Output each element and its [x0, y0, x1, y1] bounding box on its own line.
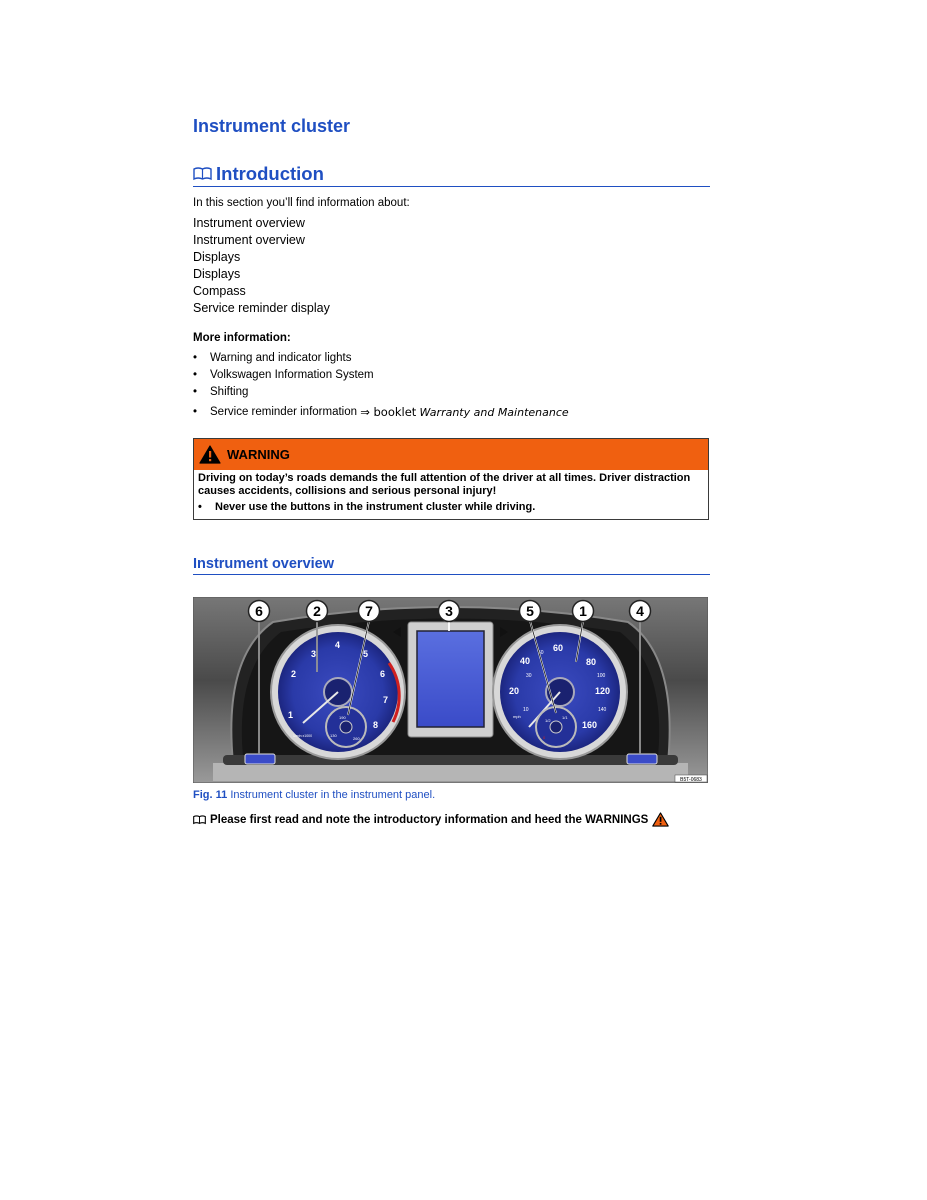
tachometer — [271, 625, 405, 759]
speedo-label-20: 20 — [509, 686, 520, 696]
warning-triangle-icon — [199, 445, 221, 464]
list-item[interactable] — [193, 404, 569, 421]
tacho-label-6: 6 — [380, 669, 386, 679]
warning-title: WARNING — [227, 447, 290, 462]
list-item-text: Volkswagen Information System — [210, 369, 374, 381]
callout-3: 3 — [445, 603, 453, 619]
list-item[interactable] — [193, 350, 569, 367]
section-title-introduction — [193, 163, 324, 185]
subsection-title: Instrument overview — [193, 556, 335, 572]
warning-triangle-icon[interactable] — [652, 812, 669, 827]
bullet-dot: • — [193, 369, 198, 381]
speedo-inner-10: 10 — [523, 707, 529, 713]
list-item-text: Shifting — [210, 386, 249, 398]
book-icon — [193, 815, 206, 825]
tacho-label-2: 2 — [291, 669, 297, 679]
speedo-label-80: 80 — [586, 657, 597, 667]
toc-item[interactable]: Instrument overview — [193, 233, 305, 247]
figure-caption-text: Instrument cluster in the instrument panel. — [230, 789, 436, 801]
tacho-label-7: 7 — [383, 695, 389, 705]
callout-2: 2 — [313, 603, 321, 619]
speedo-label-160: 160 — [582, 720, 598, 730]
speedo-units: mph — [513, 714, 521, 719]
bullet-dot: • — [193, 386, 198, 398]
figure-caption-label: Fig. 11 — [193, 789, 228, 801]
toc-item[interactable]: Service reminder display — [193, 301, 330, 315]
callout-7: 7 — [365, 603, 373, 619]
toc-list — [193, 215, 330, 317]
tacho-label-4: 4 — [335, 640, 341, 650]
toc-item[interactable]: Displays — [193, 250, 241, 264]
page-title: Instrument cluster — [193, 116, 351, 136]
tacho-label-3: 3 — [311, 649, 317, 659]
intro-note — [193, 812, 669, 827]
speedometer — [493, 625, 627, 759]
list-item-text: Warning and indicator lights — [210, 352, 352, 364]
warning-box — [193, 438, 709, 520]
list-item[interactable] — [193, 367, 569, 384]
callout-5: 5 — [526, 603, 534, 619]
fuel-label-empty: 0 — [543, 735, 546, 740]
speedo-inner-100: 100 — [597, 673, 606, 679]
speedo-label-120: 120 — [595, 686, 611, 696]
temp-label-mid: 190 — [339, 715, 346, 720]
section-title-text: Introduction — [216, 163, 324, 184]
booklet-reference: ⇒ booklet — [360, 405, 417, 419]
left-button — [245, 754, 275, 764]
instrument-cluster-figure — [193, 597, 708, 783]
callout-1: 1 — [579, 603, 587, 619]
section-rule — [193, 186, 710, 187]
toc-item[interactable]: Instrument overview — [193, 216, 305, 230]
subsection-rule — [193, 574, 710, 575]
more-info-list — [193, 350, 569, 421]
fuel-label-half: 1/2 — [545, 718, 551, 723]
speedo-inner-50: 50 — [538, 650, 544, 656]
callout-6: 6 — [255, 603, 263, 619]
bullet-dot: • — [198, 501, 202, 513]
speedo-label-60: 60 — [553, 643, 564, 653]
speedo-inner-140: 140 — [598, 707, 607, 713]
bullet-dot: • — [193, 406, 198, 418]
speedo-label-40: 40 — [520, 656, 531, 666]
intro-note-text: Please first read and note the introductory information and heed the WARNINGS — [210, 813, 649, 826]
callout-4: 4 — [636, 603, 644, 619]
fuel-label-full: 1/1 — [562, 715, 568, 720]
warning-header — [194, 439, 708, 470]
speedo-inner-30: 30 — [526, 673, 532, 679]
tacho-units: 1/min x1000 — [293, 734, 313, 738]
figure-caption — [193, 789, 435, 801]
intro-text: In this section you’ll find information about: — [193, 197, 410, 209]
right-button — [627, 754, 657, 764]
bullet-dot: • — [193, 352, 198, 364]
warning-bullet — [194, 498, 708, 513]
list-item-text: Service reminder information — [210, 406, 358, 418]
warning-text: Driving on today’s roads demands the full attention of the driver at all times. Driver distraction causes accidents, collisions and serious personal injury! — [198, 472, 691, 497]
image-code: B5T-0683 — [680, 777, 702, 783]
list-item[interactable] — [193, 384, 569, 401]
booklet-title: Warranty and Maintenance — [419, 406, 569, 419]
tacho-label-8: 8 — [373, 720, 379, 730]
toc-item[interactable]: Compass — [193, 284, 246, 298]
book-icon — [193, 167, 212, 181]
tacho-label-5: 5 — [363, 649, 369, 659]
tacho-label-1: 1 — [288, 710, 294, 720]
toc-item[interactable]: Displays — [193, 267, 241, 281]
warning-bullet-text: Never use the buttons in the instrument cluster while driving. — [215, 501, 536, 513]
temp-label-low: 130 — [330, 733, 337, 738]
temp-label-high: 260 — [353, 736, 360, 741]
multifunction-display — [393, 622, 508, 737]
more-info-title: More information: — [193, 332, 291, 344]
